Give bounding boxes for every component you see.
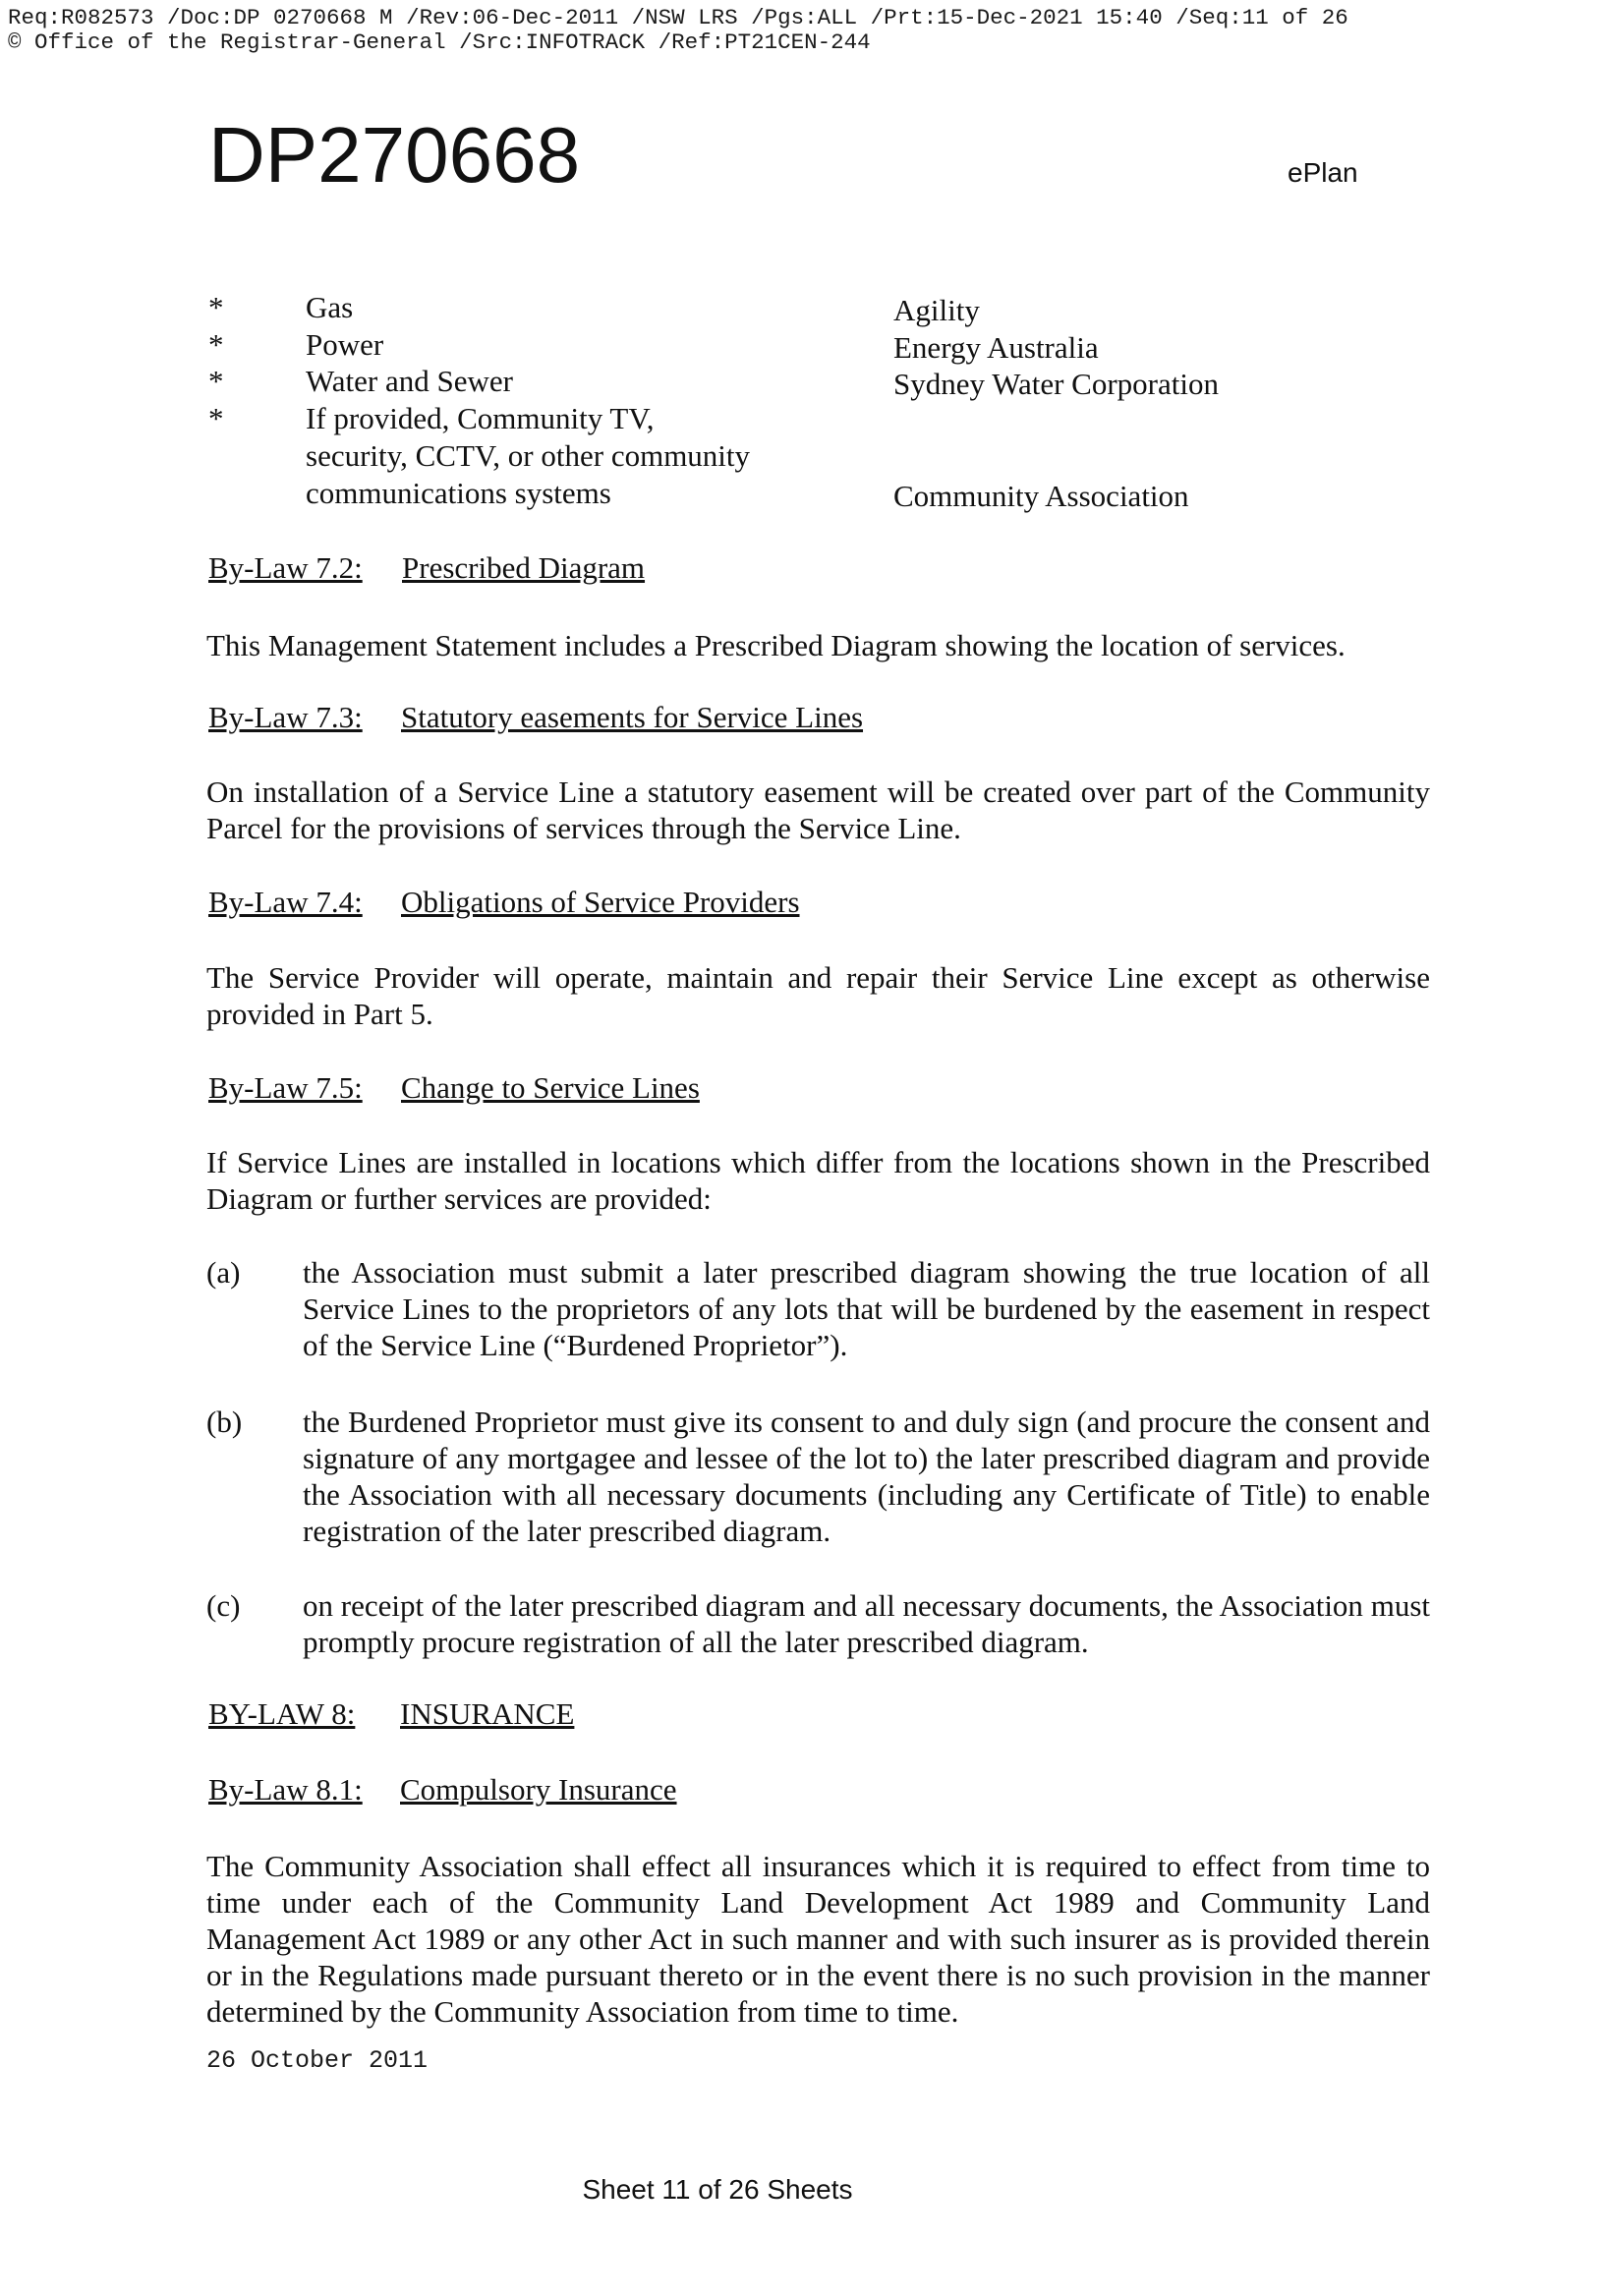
eplan-label: ePlan [1288,157,1358,188]
document-date: 26 October 2011 [206,2046,429,2075]
bylaw-title: Prescribed Diagram [402,550,646,585]
service-name: Gas [306,290,354,324]
list-item-label: (b) [206,1405,243,1439]
bylaw-title: Compulsory Insurance [400,1772,677,1807]
bullet: * [208,327,224,362]
sheet-footer: Sheet 11 of 26 Sheets [582,2174,853,2205]
registry-header-line-1: Req:R082573 /Doc:DP 0270668 M /Rev:06-Dec-2011 /NSW LRS /Pgs:ALL /Prt:15-Dec-2021 15:40 /Seq:11 of 26 [8,5,1348,30]
list-item-label: (a) [206,1255,241,1290]
bylaw-7-2-heading [208,550,646,586]
bullet: * [208,290,224,324]
bylaw-title: Change to Service Lines [401,1070,700,1105]
registry-header-line-2: © Office of the Registrar-General /Src:INFOTRACK /Ref:PT21CEN-244 [8,29,871,55]
bylaw-8-1-body: The Community Association shall effect all insurances which it is required to effect from time to time under each of the Community Land Development Act 1989 and Community Land Management Act 1989 or any other Act in such manner and with such insurer as is provided therein or in the Regulations made pursuant thereto or in the event there is no such provision in the manner determined by the Community Association from time to time. [206,1849,1430,2029]
list-item-text: on receipt of the later prescribed diagram and all necessary documents, the Association must promptly procure registration of all the later prescribed diagram. [303,1588,1430,1659]
bylaw-8-heading [208,1696,575,1732]
bylaw-number: By-Law 7.3: [208,700,363,734]
service-name: Water and Sewer [306,364,513,398]
list-item-text: the Association must submit a later prescribed diagram showing the true location of all Service Lines to the proprietors of any lots that will be burdened by the easement in respect of the Service Line (“Burdened Proprietor”). [303,1255,1430,1362]
service-name: Power [306,327,384,362]
bylaw-number: By-Law 7.5: [208,1070,363,1105]
bylaw-number: By-Law 7.4: [208,885,363,919]
service-name-line: If provided, Community TV, [306,401,655,435]
service-name-line: communications systems [306,476,611,510]
list-item-text: the Burdened Proprietor must give its consent to and duly sign (and procure the consent and signature of any mortgagee and lessee of the lot to) the later prescribed diagram and provide the Association with all necessary documents (including any Certificate of Title) to enable registration of the later prescribed diagram. [303,1405,1430,1548]
bylaw-title: INSURANCE [400,1696,575,1731]
bullet: * [208,364,224,398]
bylaw-number: By-Law 7.2: [208,550,363,585]
bylaw-title: Statutory easements for Service Lines [401,700,864,734]
service-provider: Community Association [893,479,1189,513]
bylaw-7-3-heading [208,700,864,735]
bylaw-7-2-body: This Management Statement includes a Prescribed Diagram showing the location of services. [206,628,1346,662]
bylaw-7-5-heading [208,1070,700,1106]
bullet: * [208,401,224,435]
bylaw-title: Obligations of Service Providers [401,885,800,919]
service-provider: Energy Australia [893,330,1099,365]
bylaw-7-3-body: On installation of a Service Line a statutory easement will be created over part of the Community Parcel for the provisions of services through the Service Line. [206,775,1430,845]
plan-number: DP270668 [208,111,581,199]
bylaw-8-1-heading [208,1772,677,1808]
service-provider: Agility [893,293,980,327]
bylaw-7-4-body: The Service Provider will operate, maintain and repair their Service Line except as otherwise provided in Part 5. [206,960,1430,1031]
bylaw-7-5-body: If Service Lines are installed in locations which differ from the locations shown in the Prescribed Diagram or further services are provided: [206,1145,1430,1216]
service-provider: Sydney Water Corporation [893,367,1219,401]
service-name-line: security, CCTV, or other community [306,438,751,473]
list-item-label: (c) [206,1588,241,1623]
bylaw-number: By-Law 8.1: [208,1772,363,1807]
bylaw-7-4-heading [208,885,800,920]
bylaw-number: BY-LAW 8: [208,1696,356,1731]
